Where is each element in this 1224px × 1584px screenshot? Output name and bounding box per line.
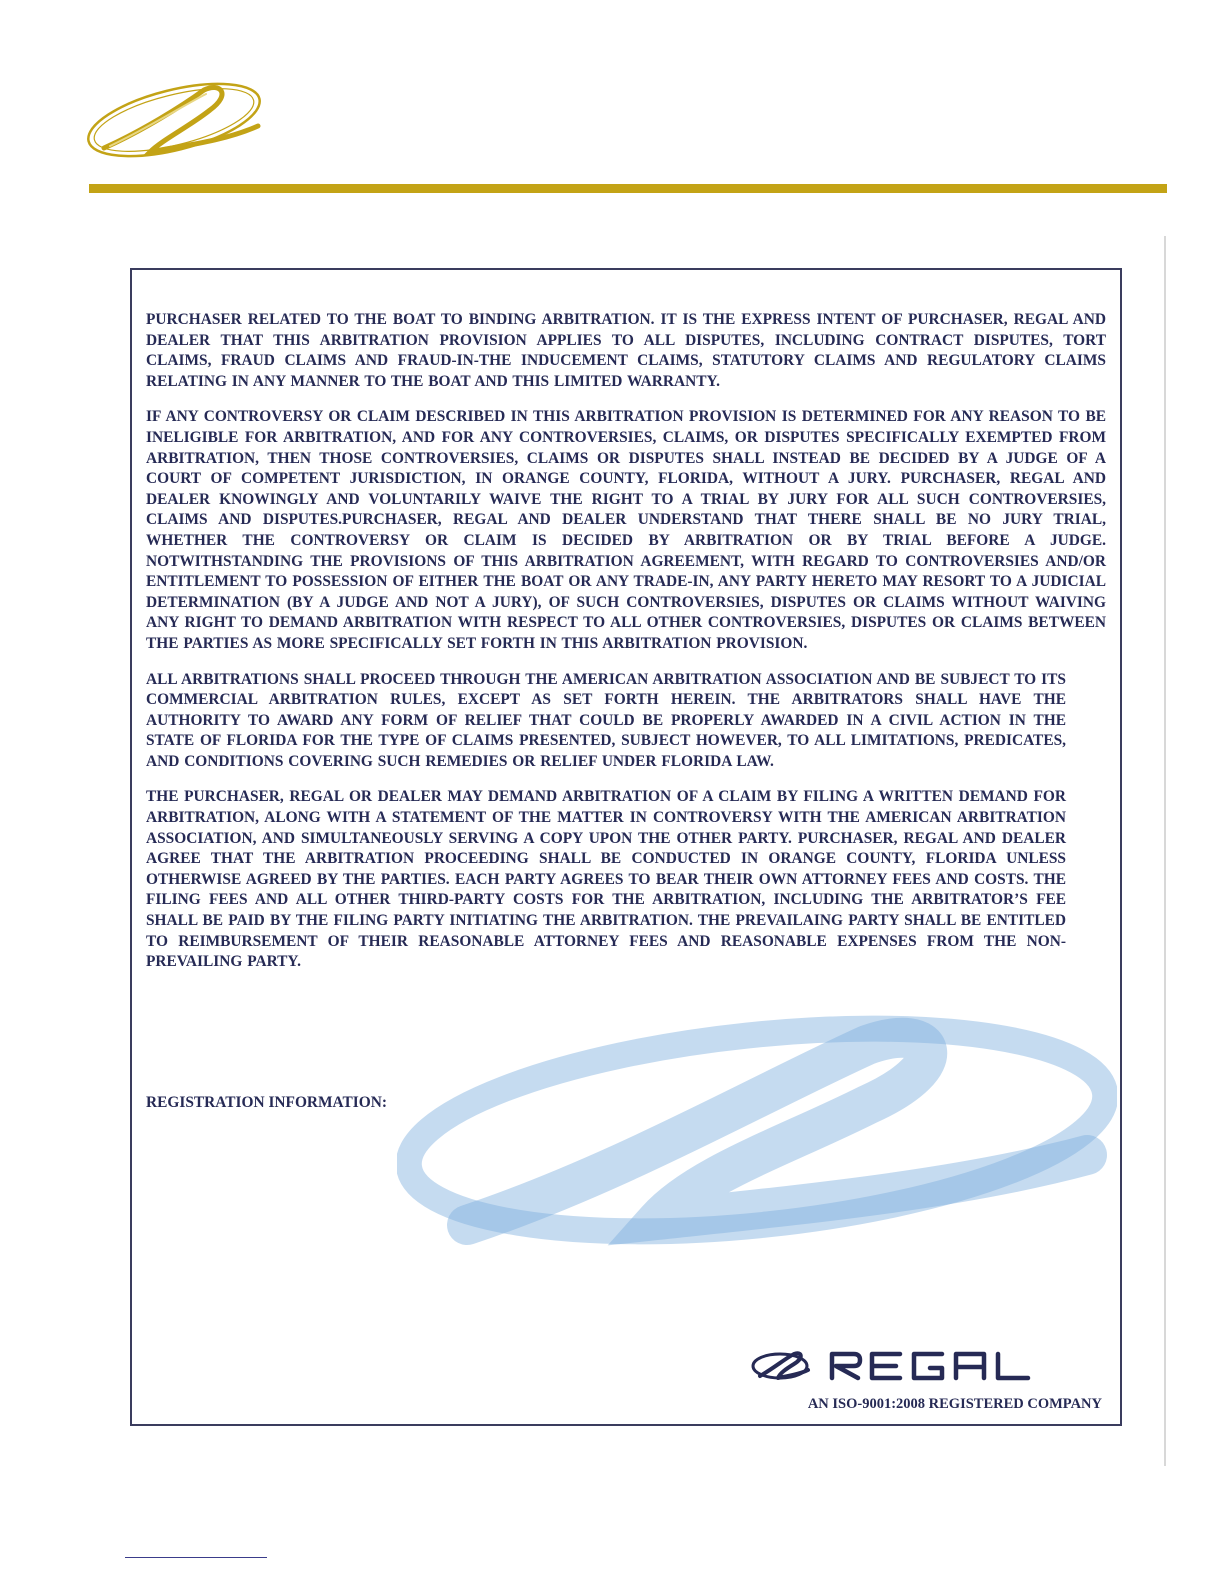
paragraph-demand-arbitration: THE PURCHASER, REGAL OR DEALER MAY DEMAND ARBITRATION OF A CLAIM BY FILING A WRITTEN DEMAND FOR ARBITRATION, ALONG WITH A STATEMENT OF THE MATTER IN CONTROVERSY WITH THE AMERICAN ARBITRATION ASSOCIATION, AND SIMULTANEOUSLY SERVING A COPY UPON THE OTHER PARTY. PURCHASER, REGAL AND DEALER AGREE THAT THE ARBITRATION PROCEEDING SHALL BE CONDUCTED IN ORANGE COUNTY, FLORIDA UNLESS OTHERWISE AGREED BY THE PARTIES. EACH PARTY AGREES TO BEAR THEIR OWN ATTORNEY FEES AND COSTS. THE FILING FEES AND ALL OTHER THIRD-PARTY COSTS FOR THE ARBITRATION, INCLUDING THE ARBITRATOR’S FEE SHALL BE PAID BY THE FILING PARTY INITIATING THE ARBITRATION. THE PREVAILAING PARTY SHALL BE ENTITLED TO REIMBURSEMENT OF THEIR REASONABLE ATTORNEY FEES AND REASONABLE EXPENSES FROM THE NON-PREVAILING PARTY. bbox=[146, 788, 1066, 971]
regal-watermark-icon bbox=[397, 1005, 1117, 1255]
paragraph-jury-waiver: IF ANY CONTROVERSY OR CLAIM DESCRIBED IN THIS ARBITRATION PROVISION IS DETERMINED FOR ANY REASON TO BE INELIGIBLE FOR ARBITRATION, AND FOR ANY CONTROVERSIES, CLAIMS, OR DISPUTES SPECIFICALLY EXEMPTED FROM ARBITRATION, THEN THOSE CONTROVERSIES, CLAIMS OR DISPUTES SHALL INSTEAD BE DECIDED BY A JUDGE OF A COURT OF COMPETENT JURISDICTION, IN ORANGE COUNTY, FLORIDA, WITHOUT A JURY. PURCHASER, REGAL AND DEALER KNOWINGLY AND VOLUNTARILY WAIVE THE RIGHT TO A TRIAL BY JURY FOR ALL SUCH CONTROVERSIES, CLAIMS AND DISPUTES.PURCHASER, REGAL AND DEALER UNDERSTAND THAT THERE SHALL BE NO JURY TRIAL, WHETHER THE CONTROVERSY OR CLAIM IS DECIDED BY ARBITRATION OR BY TRIAL BEFORE A JUDGE. NOTWITHSTANDING THE PROVISIONS OF THIS ARBITRATION AGREEMENT, WITH REGARD TO CONTROVERSIES AND/OR ENTITLEMENT TO POSSESSION OF EITHER THE BOAT OR ANY TRADE-IN, ANY PARTY HERETO MAY RESORT TO A JUDICIAL DETERMINATION (BY A JUDGE AND NOT A JURY), OF SUCH CONTROVERSIES, DISPUTES OR CLAIMS WITHOUT WAIVING ANY RIGHT TO DEMAND ARBITRATION WITH RESPECT TO ALL OTHER CONTROVERSIES, DISPUTES OR CLAIMS BETWEEN THE PARTIES AS MORE SPECIFICALLY SET FORTH IN THIS ARBITRATION PROVISION. bbox=[146, 408, 1106, 652]
regal-wordmark-icon bbox=[750, 1342, 1080, 1390]
iso-registration-text: AN ISO-9001:2008 REGISTERED COMPANY bbox=[807, 1396, 1102, 1412]
registration-heading: REGISTRATION INFORMATION: bbox=[146, 1094, 387, 1111]
warranty-text-panel bbox=[130, 268, 1122, 1426]
page-edge-line bbox=[1164, 236, 1166, 1466]
regal-emblem-icon bbox=[82, 76, 272, 168]
footnote-rule bbox=[125, 1557, 267, 1558]
paragraph-binding-arbitration: PURCHASER RELATED TO THE BOAT TO BINDING ARBITRATION. IT IS THE EXPRESS INTENT OF PURCHASER, REGAL AND DEALER THAT THIS ARBITRATION PROVISION APPLIES TO ALL DISPUTES, INCLUDING CONTRACT DISPUTES, TORT CLAIMS, FRAUD CLAIMS AND FRAUD-IN-THE INDUCEMENT CLAIMS, STATUTORY CLAIMS AND REGULATORY CLAIMS RELATING IN ANY MANNER TO THE BOAT AND THIS LIMITED WARRANTY. bbox=[146, 311, 1106, 390]
header-gold-rule bbox=[89, 184, 1167, 193]
paragraph-arbitration-association: ALL ARBITRATIONS SHALL PROCEED THROUGH THE AMERICAN ARBITRATION ASSOCIATION AND BE SUBJECT TO ITS COMMERCIAL ARBITRATION RULES, EXCEPT AS SET FORTH HEREIN. THE ARBITRATORS SHALL HAVE THE AUTHORITY TO AWARD ANY FORM OF RELIEF THAT COULD BE PROPERLY AWARDED IN A CIVIL ACTION IN THE STATE OF FLORIDA FOR THE TYPE OF CLAIMS PRESENTED, SUBJECT HOWEVER, TO ALL LIMITATIONS, PREDICATES, AND CONDITIONS COVERING SUCH REMEDIES OR RELIEF UNDER FLORIDA LAW. bbox=[146, 670, 1066, 770]
arbitration-provision-text bbox=[146, 310, 1106, 988]
footer-logo-text: REGAL bbox=[750, 1342, 754, 1343]
